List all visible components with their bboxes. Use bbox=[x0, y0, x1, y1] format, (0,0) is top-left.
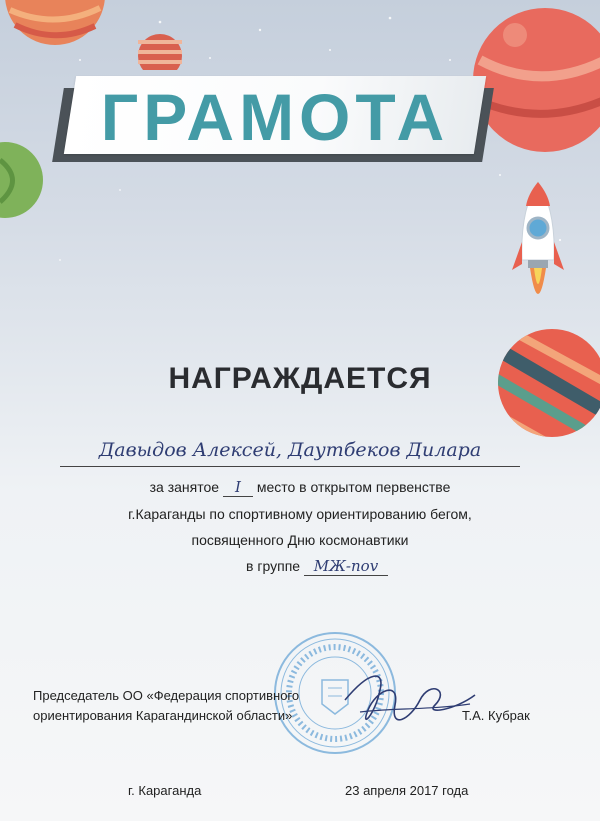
footer-city: г. Караганда bbox=[128, 783, 202, 798]
footer-date: 23 апреля 2017 года bbox=[345, 783, 469, 798]
place-line bbox=[0, 478, 600, 497]
group-value: МЖ-nov bbox=[304, 557, 388, 576]
event-line-2: г.Караганды по спортивному ориентированию бегом, bbox=[128, 506, 472, 522]
planet-icon bbox=[0, 0, 110, 70]
group-line bbox=[0, 557, 600, 576]
signatory-name: Т.А. Кубрак bbox=[462, 708, 530, 723]
rocket-icon bbox=[510, 180, 566, 320]
event-line-3: посвященного Дню космонавтики bbox=[191, 532, 409, 548]
place-suffix: место в открытом первенстве bbox=[256, 479, 451, 495]
certificate-title: ГРАМОТА bbox=[100, 80, 450, 154]
place-prefix: за занятое bbox=[149, 479, 220, 495]
planet-icon bbox=[134, 30, 186, 70]
place-value: I bbox=[223, 478, 253, 497]
awardee-names: Давыдов Алексей, Даутбеков Дилара bbox=[60, 434, 520, 467]
signatory-position bbox=[33, 686, 299, 726]
awarded-heading: НАГРАЖДАЕТСЯ bbox=[168, 362, 432, 395]
planet-icon bbox=[0, 140, 48, 220]
group-prefix: в группе bbox=[246, 558, 301, 574]
position-line-2: ориентирования Карагандинской области» bbox=[33, 708, 293, 723]
signature-icon bbox=[340, 660, 480, 740]
position-line-1: Председатель ОО «Федерация спортивного bbox=[33, 688, 300, 703]
